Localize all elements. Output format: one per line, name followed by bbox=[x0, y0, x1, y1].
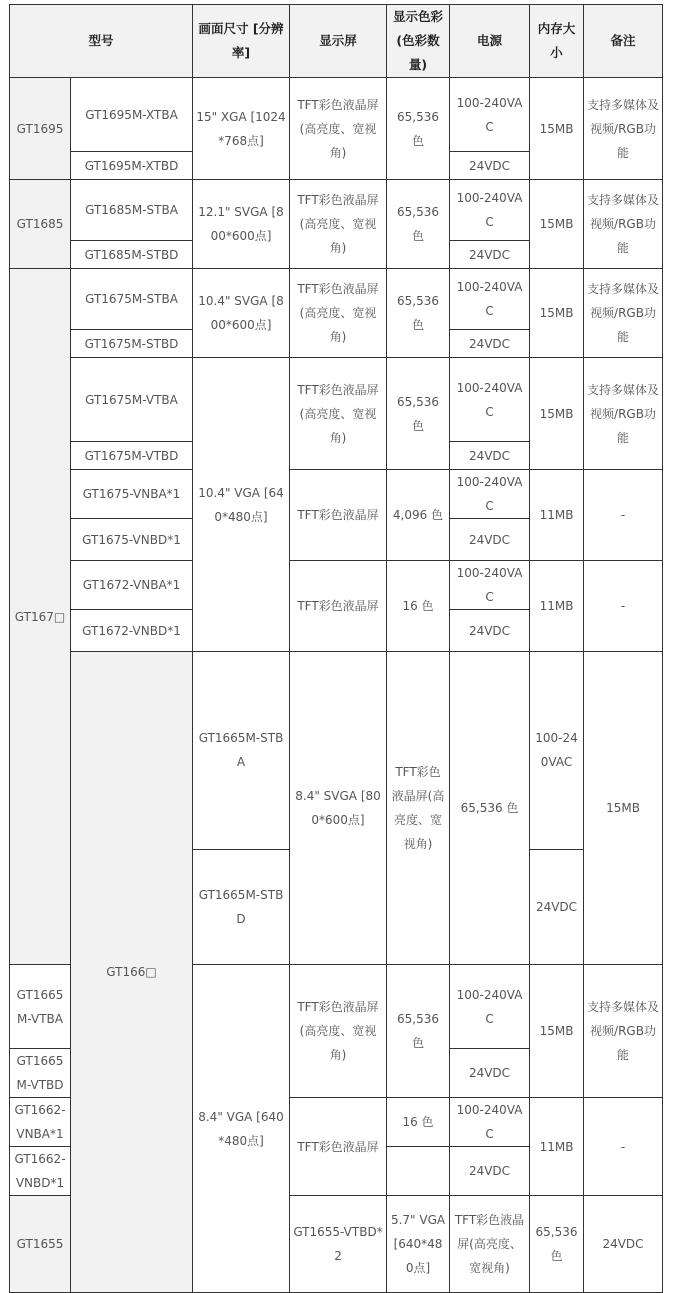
size-cell: 8.4" SVGA [800*600点] bbox=[290, 652, 387, 965]
memory-cell: 15MB bbox=[530, 180, 584, 269]
notes-cell: - bbox=[584, 470, 663, 561]
colors-cell: 65,536 色 bbox=[387, 269, 450, 358]
header-colors: 显示色彩(色彩数量) bbox=[387, 5, 450, 78]
notes-cell: 支持多媒体及视频/RGB功能 bbox=[584, 180, 663, 269]
notes-cell: 支持多媒体及视频/RGB功能 bbox=[584, 78, 663, 180]
model-cell: GT1675M-VTBA bbox=[71, 358, 193, 442]
colors-cell: 65,536 色 bbox=[530, 1196, 584, 1293]
display-cell: TFT彩色液晶屏(高亮度、宽视角) bbox=[290, 78, 387, 180]
notes-cell: 支持多媒体及视频/RGB功能 bbox=[584, 965, 663, 1098]
model-cell: GT1665M-STBA bbox=[193, 652, 290, 850]
model-cell: GT1685M-STBA bbox=[71, 180, 193, 241]
memory-cell: 11MB bbox=[530, 1098, 584, 1196]
power-cell: 24VDC bbox=[450, 241, 530, 269]
model-cell: GT1665M-VTBD bbox=[10, 1049, 71, 1098]
colors-cell: 65,536 色 bbox=[387, 358, 450, 470]
display-cell: TFT彩色液晶屏(高亮度、宽视角) bbox=[290, 180, 387, 269]
power-cell: 100-240VAC bbox=[450, 470, 530, 519]
colors-cell: 16 色 bbox=[387, 561, 450, 652]
header-memory: 内存大小 bbox=[530, 5, 584, 78]
display-cell: TFT彩色液晶屏 bbox=[290, 1098, 387, 1196]
size-cell: 8.4" VGA [640*480点] bbox=[193, 965, 290, 1293]
display-cell: TFT彩色液晶屏(高亮度、宽视角) bbox=[387, 652, 450, 965]
model-cell: GT1695M-XTBD bbox=[71, 152, 193, 180]
model-cell: GT1675-VNBA*1 bbox=[71, 470, 193, 519]
model-cell: GT1685M-STBD bbox=[71, 241, 193, 269]
memory-cell: 11MB bbox=[530, 470, 584, 561]
size-cell: 5.7" VGA [640*480点] bbox=[387, 1196, 450, 1293]
header-model: 型号 bbox=[10, 5, 193, 78]
model-cell: GT1675M-VTBD bbox=[71, 442, 193, 470]
power-cell: 24VDC bbox=[450, 442, 530, 470]
header-screen-size: 画面尺寸 [分辨率] bbox=[193, 5, 290, 78]
model-cell: GT1665M-STBD bbox=[193, 849, 290, 964]
colors-cell: 65,536 色 bbox=[387, 78, 450, 180]
colors-cell: 65,536 色 bbox=[450, 652, 530, 965]
table-row bbox=[10, 358, 663, 442]
table-row bbox=[10, 269, 663, 330]
header-display: 显示屏 bbox=[290, 5, 387, 78]
series-cell: GT1655 bbox=[10, 1196, 71, 1293]
memory-cell: 15MB bbox=[530, 78, 584, 180]
power-cell: 100-240VAC bbox=[450, 358, 530, 442]
memory-cell: 15MB bbox=[530, 358, 584, 470]
power-cell: 100-240VAC bbox=[530, 652, 584, 850]
size-cell: 15" XGA [1024*768点] bbox=[193, 78, 290, 180]
table-row bbox=[10, 78, 663, 152]
memory-cell: 15MB bbox=[530, 965, 584, 1098]
power-cell: 24VDC bbox=[450, 1147, 530, 1196]
power-cell: 100-240VAC bbox=[450, 78, 530, 152]
model-cell: GT1662-VNBA*1 bbox=[10, 1098, 71, 1147]
memory-cell: 15MB bbox=[530, 269, 584, 358]
model-cell: GT1675-VNBD*1 bbox=[71, 519, 193, 561]
power-cell: 100-240VAC bbox=[450, 180, 530, 241]
size-cell: 10.4" SVGA [800*600点] bbox=[193, 269, 290, 358]
power-cell: 24VDC bbox=[450, 610, 530, 652]
header-row bbox=[10, 5, 663, 78]
model-cell: GT1675M-STBD bbox=[71, 330, 193, 358]
series-cell: GT166□ bbox=[71, 652, 193, 1293]
display-cell: TFT彩色液晶屏 bbox=[290, 561, 387, 652]
display-cell: TFT彩色液晶屏 bbox=[290, 470, 387, 561]
table-row bbox=[10, 180, 663, 241]
model-cell: GT1672-VNBA*1 bbox=[71, 561, 193, 610]
colors-cell: 65,536 色 bbox=[387, 180, 450, 269]
notes-cell: 支持多媒体及视频/RGB功能 bbox=[584, 269, 663, 358]
model-cell: GT1665M-VTBA bbox=[10, 965, 71, 1049]
power-cell: 100-240VAC bbox=[450, 1098, 530, 1147]
display-cell: TFT彩色液晶屏(高亮度、宽视角) bbox=[290, 965, 387, 1098]
power-cell: 24VDC bbox=[530, 849, 584, 964]
table-row bbox=[10, 561, 663, 610]
display-cell: TFT彩色液晶屏(高亮度、宽视角) bbox=[290, 358, 387, 470]
colors-empty-cell bbox=[387, 1147, 450, 1196]
model-cell: GT1695M-XTBA bbox=[71, 78, 193, 152]
series-cell: GT167□ bbox=[10, 269, 71, 965]
power-cell: 24VDC bbox=[450, 1049, 530, 1098]
notes-cell: - bbox=[584, 561, 663, 652]
model-cell: GT1675M-STBA bbox=[71, 269, 193, 330]
power-cell: 24VDC bbox=[450, 152, 530, 180]
power-cell: 24VDC bbox=[450, 330, 530, 358]
power-cell: 24VDC bbox=[450, 519, 530, 561]
size-cell: 10.4" VGA [640*480点] bbox=[193, 358, 290, 652]
notes-cell: 支持多媒体及视频/RGB功能 bbox=[584, 358, 663, 470]
series-cell: GT1695 bbox=[10, 78, 71, 180]
model-cell: GT1655-VTBD*2 bbox=[290, 1196, 387, 1293]
model-cell: GT1672-VNBD*1 bbox=[71, 610, 193, 652]
colors-cell: 16 色 bbox=[387, 1098, 450, 1147]
memory-cell: 15MB bbox=[584, 652, 663, 965]
power-cell: 24VDC bbox=[584, 1196, 663, 1293]
size-cell: 12.1" SVGA [800*600点] bbox=[193, 180, 290, 269]
power-cell: 100-240VAC bbox=[450, 561, 530, 610]
notes-cell: - bbox=[584, 1098, 663, 1196]
display-cell: TFT彩色液晶屏(高亮度、宽视角) bbox=[450, 1196, 530, 1293]
spec-table-container bbox=[9, 4, 662, 1293]
series-cell: GT1685 bbox=[10, 180, 71, 269]
memory-cell: 11MB bbox=[530, 561, 584, 652]
header-notes: 备注 bbox=[584, 5, 663, 78]
table-row bbox=[10, 470, 663, 519]
power-cell: 100-240VAC bbox=[450, 965, 530, 1049]
table-row bbox=[10, 652, 663, 850]
display-cell: TFT彩色液晶屏(高亮度、宽视角) bbox=[290, 269, 387, 358]
colors-cell: 4,096 色 bbox=[387, 470, 450, 561]
header-power: 电源 bbox=[450, 5, 530, 78]
model-cell: GT1662-VNBD*1 bbox=[10, 1147, 71, 1196]
gt16-spec-table bbox=[9, 4, 663, 1293]
colors-cell: 65,536 色 bbox=[387, 965, 450, 1098]
power-cell: 100-240VAC bbox=[450, 269, 530, 330]
